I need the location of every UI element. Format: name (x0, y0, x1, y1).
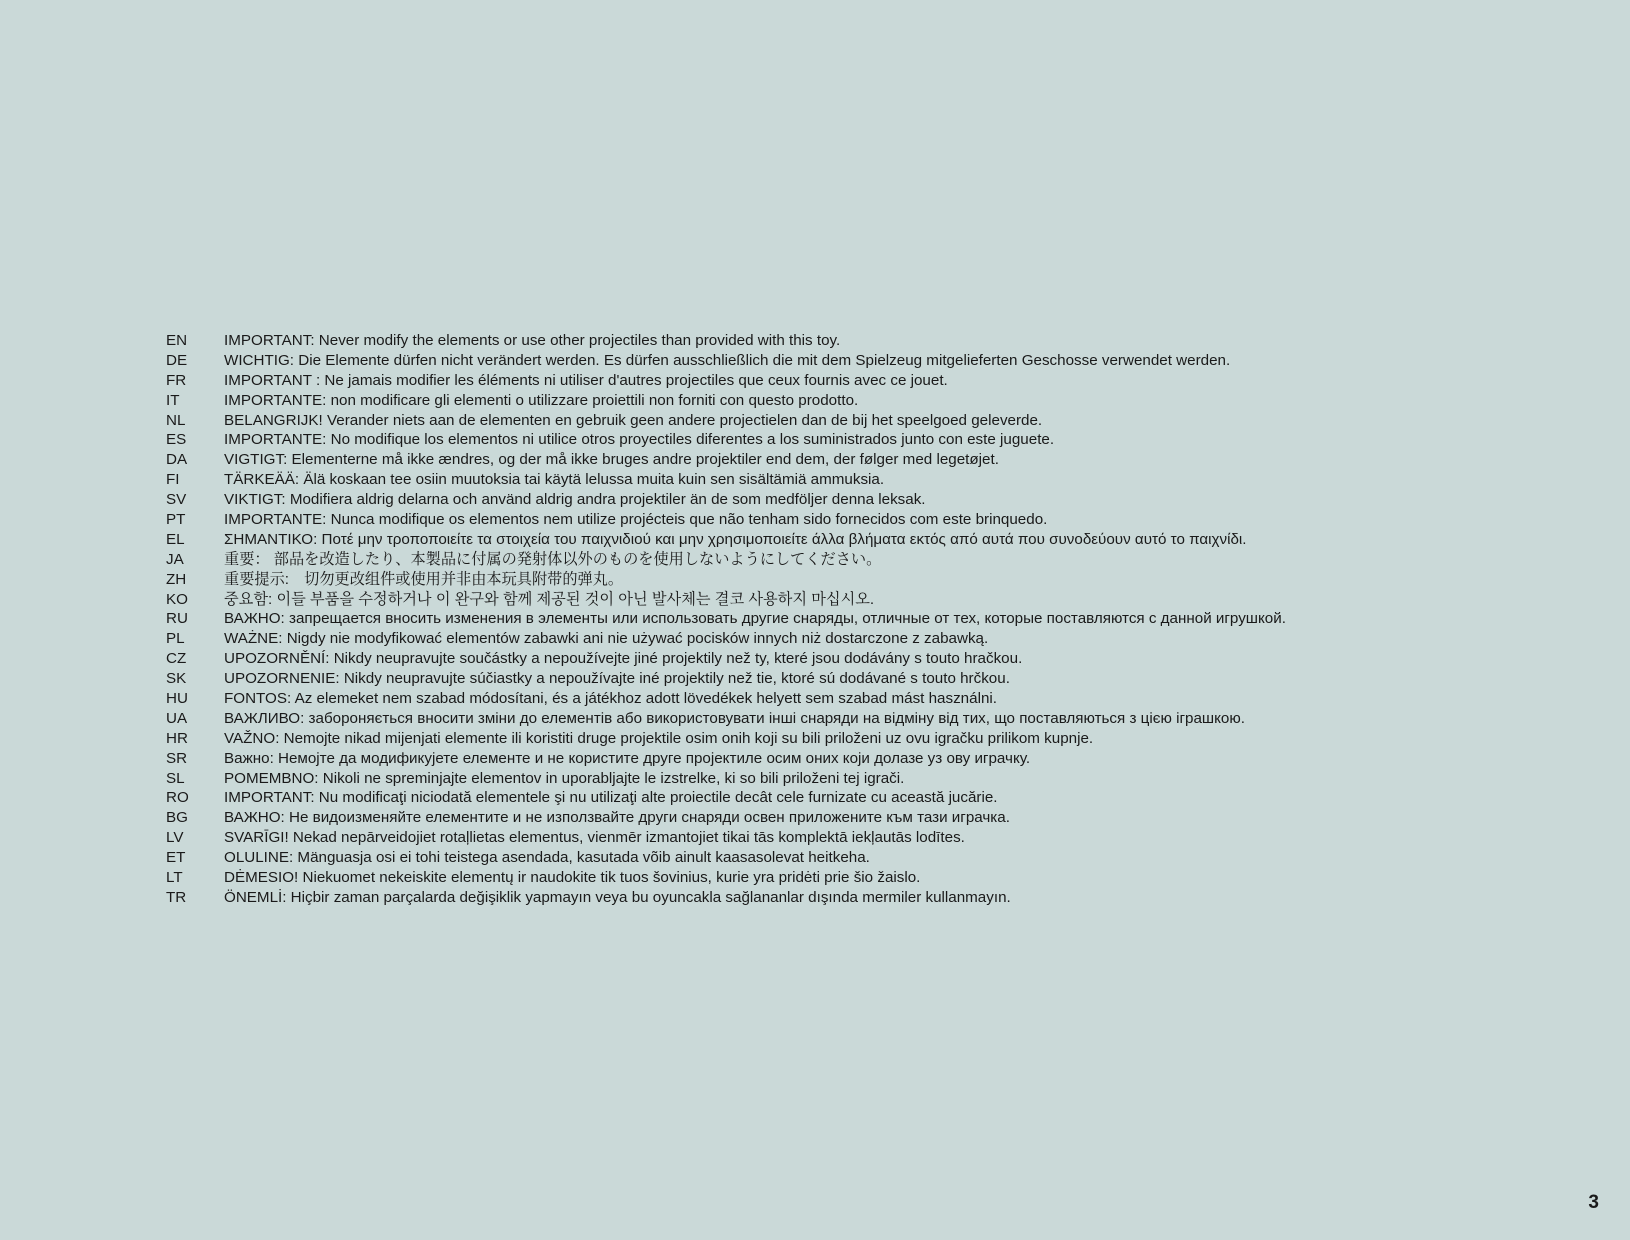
warning-text: OLULINE: Mänguasja osi ei tohi teistega asendada, kasutada võib ainult kaasasolevat heitkeha. (224, 849, 870, 867)
warning-row-cz (166, 649, 1606, 669)
language-code: EL (166, 530, 185, 548)
language-code: JA (166, 550, 184, 568)
warning-row-lv (166, 828, 1606, 848)
warning-row-ja (166, 550, 1606, 570)
warning-text: ΣΗΜΑΝΤΙΚΟ: Ποτέ μην τροποποιείτε τα στοιχεία του παιχνιδιού και μην χρησιμοποιείτε άλλα βλήματα εκτός από αυτά που συνοδεύουν αυτό το παιχνίδι. (224, 530, 1247, 548)
warning-text: TÄRKEÄÄ: Älä koskaan tee osiin muutoksia tai käytä lelussa muita kuin sen sisältämiä ammuksia. (224, 471, 885, 489)
language-code: HR (166, 729, 188, 747)
warning-row-pl (166, 629, 1606, 649)
warning-text: VAŽNO: Nemojte nikad mijenjati elemente ili koristiti druge projektile osim onih koji su bili priloženi uz ovu igračku prilikom kupnje. (224, 729, 1094, 747)
language-code: ZH (166, 570, 187, 588)
language-code: PT (166, 511, 186, 529)
warning-row-ua (166, 709, 1606, 729)
language-code: ET (166, 849, 186, 867)
warning-row-nl (166, 411, 1606, 431)
warning-row-es (166, 430, 1606, 450)
warning-text: WAŻNE: Nigdy nie modyfikować elementów zabawki ani nie używać pocisków innych niż dostarczone z zabawką. (224, 630, 989, 648)
warning-row-et (166, 848, 1606, 868)
language-code: UA (166, 709, 188, 727)
warning-text: VIKTIGT: Modifiera aldrig delarna och använd aldrig andra projektiler än de som medföljer denna leksak. (224, 491, 926, 509)
language-code: DA (166, 451, 188, 469)
warning-row-sr (166, 749, 1606, 769)
warning-row-hr (166, 729, 1606, 749)
warning-row-de (166, 351, 1606, 371)
warning-row-sl (166, 769, 1606, 789)
language-code: DE (166, 351, 188, 369)
warning-row-bg (166, 808, 1606, 828)
language-code: SK (166, 670, 187, 688)
warning-text: ВАЖНО: Не видоизменяйте елементите и не използвайте други снаряди освен приложените към тази играчка. (224, 809, 1010, 827)
language-code: RO (166, 789, 189, 807)
warning-text: IMPORTANT: Nu modificaţi niciodată elementele şi nu utilizaţi alte proiectile decât cele furnizate cu această jucărie. (224, 789, 998, 807)
warning-text: IMPORTANT : Ne jamais modifier les éléments ni utiliser d'autres projectiles que ceux fournis avec ce jouet. (224, 371, 948, 389)
language-code: IT (166, 391, 180, 409)
warning-text: WICHTIG: Die Elemente dürfen nicht verändert werden. Es dürfen ausschließlich die mit dem Spielzeug mitgelieferten Geschosse verwendet werden. (224, 351, 1231, 369)
warning-text: VIGTIGT: Elementerne må ikke ændres, og der må ikke bruges andre projektiler end dem, der følger med legetøjet. (224, 451, 999, 469)
warning-row-fi (166, 470, 1606, 490)
warning-text: IMPORTANT: Never modify the elements or use other projectiles than provided with this toy. (224, 332, 841, 349)
language-code: BG (166, 809, 188, 827)
language-code: CZ (166, 650, 187, 668)
language-code: LT (166, 869, 183, 887)
warning-row-en (166, 331, 1606, 351)
warning-text: IMPORTANTE: Nunca modifique os elementos nem utilize projécteis que não tenham sido fornecidos com este brinquedo. (224, 511, 1048, 529)
warning-text: UPOZORNĚNÍ: Nikdy neupravujte součástky a nepoužívejte jiné projektily než ty, které jsou dodávány s touto hračkou. (224, 650, 1023, 668)
language-code: ES (166, 431, 187, 449)
warning-text: 重要： 部品を改造したり、本製品に付属の発射体以外のものを使用しないようにしてください。 (224, 550, 882, 568)
language-code: FI (166, 471, 180, 489)
warning-row-it (166, 391, 1606, 411)
warning-row-ko (166, 590, 1606, 610)
warning-row-sv (166, 490, 1606, 510)
warning-row-ro (166, 788, 1606, 808)
warning-text: 重要提示: 切勿更改组件或使用并非由本玩具附带的弹丸。 (224, 570, 624, 588)
warning-row-lt (166, 868, 1606, 888)
multilingual-warning-list (166, 331, 1606, 908)
warning-text: Важно: Немојте да модификујете елементе и не користите друге пројектиле осим оних који долазе уз ову играчку. (224, 749, 1031, 767)
language-code: EN (166, 332, 188, 349)
language-code: PL (166, 630, 185, 648)
language-code: TR (166, 888, 187, 906)
warning-text: FONTOS: Az elemeket nem szabad módosítani, és a játékhoz adott lövedékek helyett sem szabad mást használni. (224, 690, 997, 708)
warning-text: POMEMBNO: Nikoli ne spreminjajte elementov in uporabljajte le izstrelke, ki so bili priloženi tej igrači. (224, 769, 905, 787)
language-code: SL (166, 769, 185, 787)
warning-row-ru (166, 609, 1606, 629)
warning-text: 중요함: 이들 부품을 수정하거나 이 완구와 함께 제공된 것이 아닌 발사체는 결코 사용하지 마십시오. (224, 590, 875, 608)
warning-text: UPOZORNENIE: Nikdy neupravujte súčiastky a nepoužívajte iné projektily než tie, ktoré sú dodávané s touto hrčkou. (224, 670, 1010, 688)
warning-row-hu (166, 689, 1606, 709)
warning-text: SVARĪGI! Nekad nepārveidojiet rotaļlietas elementus, vienmēr izmantojiet tikai tās komplektā iekļautās lodītes. (224, 829, 965, 847)
warning-row-tr (166, 888, 1606, 908)
language-code: HU (166, 690, 188, 708)
warning-text: DĖMESIO! Niekuomet nekeiskite elementų ir naudokite tik tuos šovinius, kurie yra pridėti prie šio žaislo. (224, 869, 921, 887)
warning-text: ВАЖНО: запрещается вносить изменения в элементы или использовать другие снаряды, отличные от тех, которые поставляются с данной игрушкой. (224, 610, 1286, 628)
warning-text: ВАЖЛИВО: забороняється вносити зміни до елементів або використовувати інші снаряди на відміну від тих, що поставляються з цією іграшкою. (224, 709, 1245, 727)
language-code: SV (166, 491, 187, 509)
warning-row-fr (166, 371, 1606, 391)
language-code: KO (166, 590, 188, 608)
warning-text: ÖNEMLİ: Hiçbir zaman parçalarda değişiklik yapmayın veya bu oyuncakla sağlananlar dışında mermiler kullanmayın. (224, 888, 1011, 906)
warning-text: BELANGRIJK! Verander niets aan de elementen en gebruik geen andere projectielen dan de bij het speelgoed geleverde. (224, 411, 1043, 429)
language-code: RU (166, 610, 188, 628)
language-code: NL (166, 411, 186, 429)
warning-row-pt (166, 510, 1606, 530)
language-code: FR (166, 371, 187, 389)
warning-row-da (166, 450, 1606, 470)
page-number: 3 (1588, 1192, 1599, 1213)
warning-row-sk (166, 669, 1606, 689)
warning-row-zh (166, 570, 1606, 590)
warning-text: IMPORTANTE: No modifique los elementos ni utilice otros proyectiles diferentes a los suministrados junto con este juguete. (224, 431, 1055, 449)
language-code: SR (166, 749, 188, 767)
warning-row-el (166, 530, 1606, 550)
warning-text: IMPORTANTE: non modificare gli elementi o utilizzare proiettili non forniti con questo prodotto. (224, 391, 859, 409)
language-code: LV (166, 829, 184, 847)
